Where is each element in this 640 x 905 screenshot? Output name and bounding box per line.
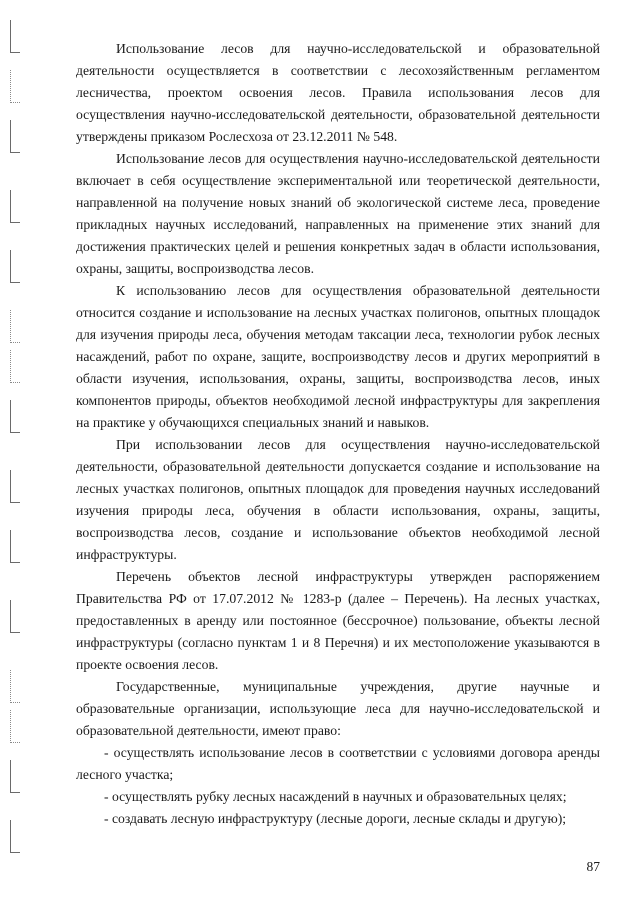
- margin-mark: [10, 400, 20, 433]
- margin-mark: [10, 20, 20, 53]
- paragraph-research-use: Использование лесов для осуществления научно-исследовательской деятельности включает в себя осуществление экспериментальной или теоретической деятельности, направленной на получение новых знаний об экологической системе леса, проведение прикладных научных исследований, направленных на применение этих знаний для достижения практических целей и решения конкретных задач в области использования, охраны, защиты, воспроизводства лесов.: [76, 151, 600, 276]
- margin-mark: [10, 820, 20, 853]
- list-item-right: - осуществлять рубку лесных насаждений в научных и образовательных целях;: [104, 789, 567, 804]
- binding-margin-marks: [10, 20, 22, 880]
- paragraph-legal-basis: Использование лесов для научно-исследовательской и образовательной деятельности осуществляется в соответствии с лесохозяйственным регламентом лесничества, проектом освоения лесов. Правила использования лесов для осуществления научно-исследовательской деятельности, образовательной деятельности утверждены приказом Рослесхоза от 23.12.2011 № 548.: [76, 41, 600, 144]
- margin-mark: [10, 470, 20, 503]
- margin-mark: [10, 760, 20, 793]
- margin-mark: [10, 670, 20, 703]
- margin-mark: [10, 310, 20, 343]
- document-body: [76, 38, 600, 830]
- paragraph-rights-intro: Государственные, муниципальные учреждения, другие научные и образовательные организации, использующие леса для научно-исследовательской и образовательной деятельности, имеют право:: [76, 679, 600, 738]
- margin-mark: [10, 120, 20, 153]
- margin-mark: [10, 190, 20, 223]
- margin-mark: [10, 710, 20, 743]
- paragraph-infrastructure-list: Перечень объектов лесной инфраструктуры утвержден распоряжением Правительства РФ от 17.07.2012 № 1283-р (далее – Перечень). На лесных участках, предоставленных в аренду или постоянное (бессрочное) пользование, объекты лесной инфраструктуры (согласно пунктам 1 и 8 Перечня) и их местоположение указываются в проекте освоения лесов.: [76, 569, 600, 672]
- margin-mark: [10, 350, 20, 383]
- margin-mark: [10, 70, 20, 103]
- margin-mark: [10, 530, 20, 563]
- paragraph-permitted-activities: При использовании лесов для осуществления научно-исследовательской деятельности, образовательной деятельности допускается создание и использование на лесных участках полигонов, опытных площадок для проведения научных исследований изучения природы леса, обучения в области использования, охраны, защиты, воспроизводства лесов, создание и использование объектов необходимой лесной инфраструктуры.: [76, 437, 600, 562]
- margin-mark: [10, 600, 20, 633]
- list-item-right: - осуществлять использование лесов в соответствии с условиями договора аренды лесного участка;: [76, 745, 600, 782]
- margin-mark: [10, 250, 20, 283]
- list-item-right: - создавать лесную инфраструктуру (лесные дороги, лесные склады и другую);: [104, 811, 567, 826]
- page-number: 87: [586, 859, 600, 874]
- paragraph-educational-use: К использованию лесов для осуществления образовательной деятельности относится создание и использование на лесных участках полигонов, опытных площадок для изучения природы леса, обучения методам таксации леса, технологии рубок лесных насаждений, работ по охране, защите, воспроизводству лесов и других мероприятий в области изучения, использования, охраны, защиты, воспроизводства лесов, иных компонентов природы, объектов необходимой лесной инфраструктуры для закрепления на практике у обучающихся специальных знаний и навыков.: [76, 283, 600, 430]
